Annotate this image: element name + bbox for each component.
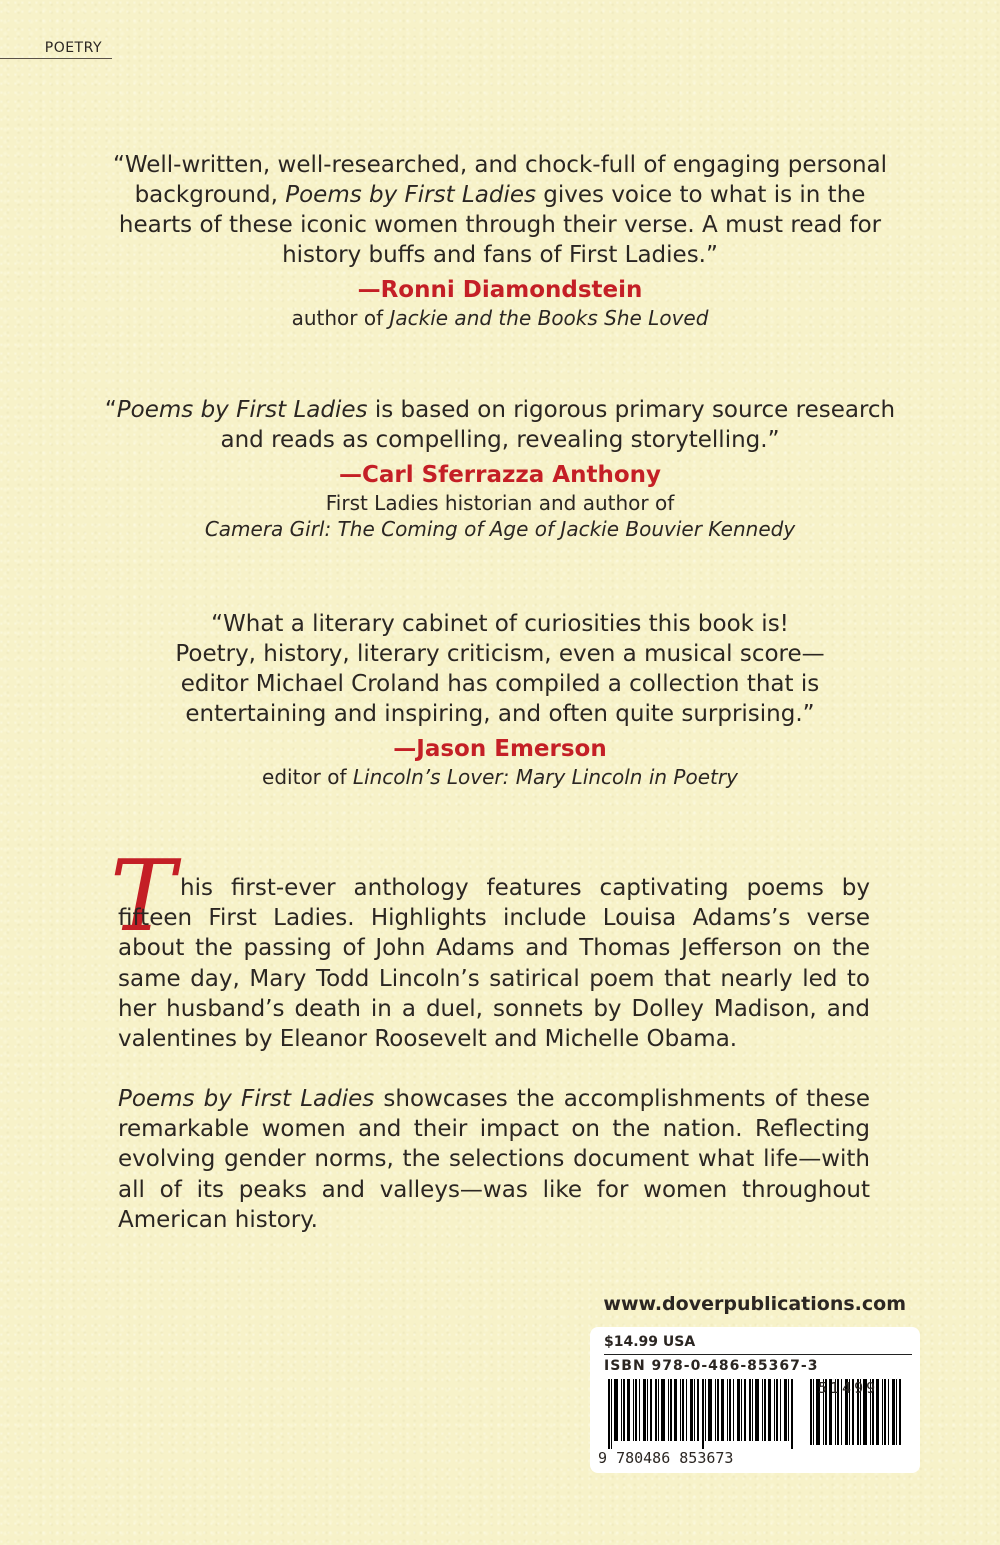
barcode-bar (764, 1379, 766, 1441)
blurb-quote: “Well-written, well-researched, and chock-full of engaging personal background, Poems by First Ladies gives voice to what is in the hearts of these iconic women through their verse. A must read for history buffs and fans of First Ladies.” (112, 152, 888, 268)
barcode-bar (608, 1379, 610, 1449)
barcode-bar (715, 1379, 716, 1441)
isbn-label: ISBN 978-0-486-85367-3 (604, 1358, 819, 1374)
blurb-author-name: —Carl Sferrazza Anthony (338, 462, 662, 488)
barcode-bar (611, 1379, 612, 1449)
blurb-author-name: —Ronni Diamondstein (357, 277, 643, 303)
barcode-bar (791, 1379, 793, 1449)
barcode-bar (741, 1379, 742, 1441)
barcode-bar (737, 1379, 740, 1441)
barcode-bar (668, 1379, 669, 1441)
barcode-bar (892, 1379, 895, 1445)
barcode-bar (690, 1379, 693, 1441)
barcode-bar (623, 1379, 625, 1441)
barcode-panel (590, 1327, 920, 1473)
blurb-diamondstein (100, 150, 900, 331)
barcode-bar (882, 1379, 883, 1445)
barcode-bar (776, 1379, 778, 1441)
publisher-website: www.doverpublications.com (603, 1293, 906, 1315)
category-label: POETRY (0, 40, 112, 59)
barcode-bar (744, 1379, 746, 1441)
barcode-bar (717, 1379, 719, 1441)
blurb-author-credential-title: Camera Girl: The Coming of Age of Jackie Bouvier Kennedy (204, 517, 796, 541)
barcode-bar (888, 1379, 889, 1445)
drop-cap: T (110, 840, 176, 954)
description-paragraph-2: Poems by First Ladies showcases the accomplishments of these remarkable women and their impact on the nation. Reflecting evolving gender norms, the selections document what life—with all of its peaks and valleys—was like for women throughout American history. (118, 1086, 870, 1233)
barcode-bar (670, 1379, 672, 1441)
barcode-bar (755, 1379, 759, 1441)
barcode-bar (680, 1379, 681, 1441)
blurb-author-name: —Jason Emerson (393, 736, 607, 762)
barcode-bar (650, 1379, 652, 1441)
barcode-bar (686, 1379, 687, 1441)
barcode-bar (674, 1379, 677, 1441)
barcode-bar (721, 1379, 724, 1441)
barcode-bar (635, 1379, 637, 1441)
barcode-bar (647, 1379, 648, 1441)
barcode-bar (694, 1379, 695, 1441)
barcode-bar (633, 1379, 634, 1441)
book-title: Poems by First Ladies (285, 182, 536, 208)
barcode-bar (727, 1379, 728, 1441)
blurb-author-credential: editor of Lincoln’s Lover: Mary Lincoln in Poetry (262, 765, 738, 789)
barcode-bar (899, 1379, 901, 1445)
blurb-quote: “What a literary cabinet of curiosities this book is! Poetry, history, literary criticism, even a musical score— editor Michael Croland has compiled a collection that is entertaining and inspiring, and often quite surprising.” (175, 611, 825, 727)
price-label: $14.99 USA (604, 1334, 696, 1350)
barcode-bar (896, 1379, 897, 1445)
barcode-bar (788, 1379, 789, 1441)
barcode-bar (697, 1379, 699, 1441)
barcode-bar (884, 1379, 886, 1445)
blurb-emerson (100, 609, 900, 790)
barcode-bar (762, 1379, 763, 1441)
barcode-bar (768, 1379, 771, 1441)
barcode-bar (774, 1379, 775, 1441)
barcode-bar (614, 1379, 618, 1441)
blurb-author-credential: author of Jackie and the Books She Loved (291, 306, 709, 330)
barcode-bar (749, 1379, 751, 1441)
barcode-bar (702, 1379, 704, 1449)
barcode-bar (813, 1379, 814, 1445)
barcode-bar (780, 1379, 781, 1441)
barcode-bar (658, 1379, 659, 1441)
blurb-anthony (100, 395, 900, 542)
barcode-bar (627, 1379, 630, 1441)
barcode-addon-digits: 51499 (818, 1379, 879, 1397)
book-title: Poems by First Ladies (116, 397, 368, 423)
barcode-bar (705, 1379, 706, 1441)
barcode-bar (661, 1379, 665, 1441)
divider (604, 1354, 912, 1355)
book-title: Poems by First Ladies (118, 1086, 375, 1112)
barcode-bar (810, 1379, 812, 1445)
barcode-digits: 9 780486 853673 (598, 1449, 734, 1467)
blurb-quote: “Poems by First Ladies is based on rigorous primary source research and reads as compelling, revealing storytelling.” (104, 397, 896, 453)
barcode-bar (733, 1379, 734, 1441)
barcode-bar (621, 1379, 622, 1441)
barcode-bar (752, 1379, 753, 1441)
barcode-bar (784, 1379, 787, 1441)
barcode-bar (655, 1379, 657, 1441)
barcode-bar (708, 1379, 712, 1441)
description-paragraph-1: his first-ever anthology features captivating poems by fifteen First Ladies. Highlights include Louisa Adams’s verse about the passing of John Adams and Thomas Jefferson on the same day, Mary Todd Lincoln’s satirical poem that nearly led to her husband’s death in a duel, sonnets by Dolley Madison, and valentines by Eleanor Roosevelt and Michelle Obama. (118, 875, 870, 1053)
barcode-bar (643, 1379, 646, 1441)
blurb-author-credential: First Ladies historian and author of (325, 491, 675, 515)
barcode-bar (682, 1379, 684, 1441)
barcode-bar (729, 1379, 731, 1441)
barcode-bar (639, 1379, 640, 1441)
